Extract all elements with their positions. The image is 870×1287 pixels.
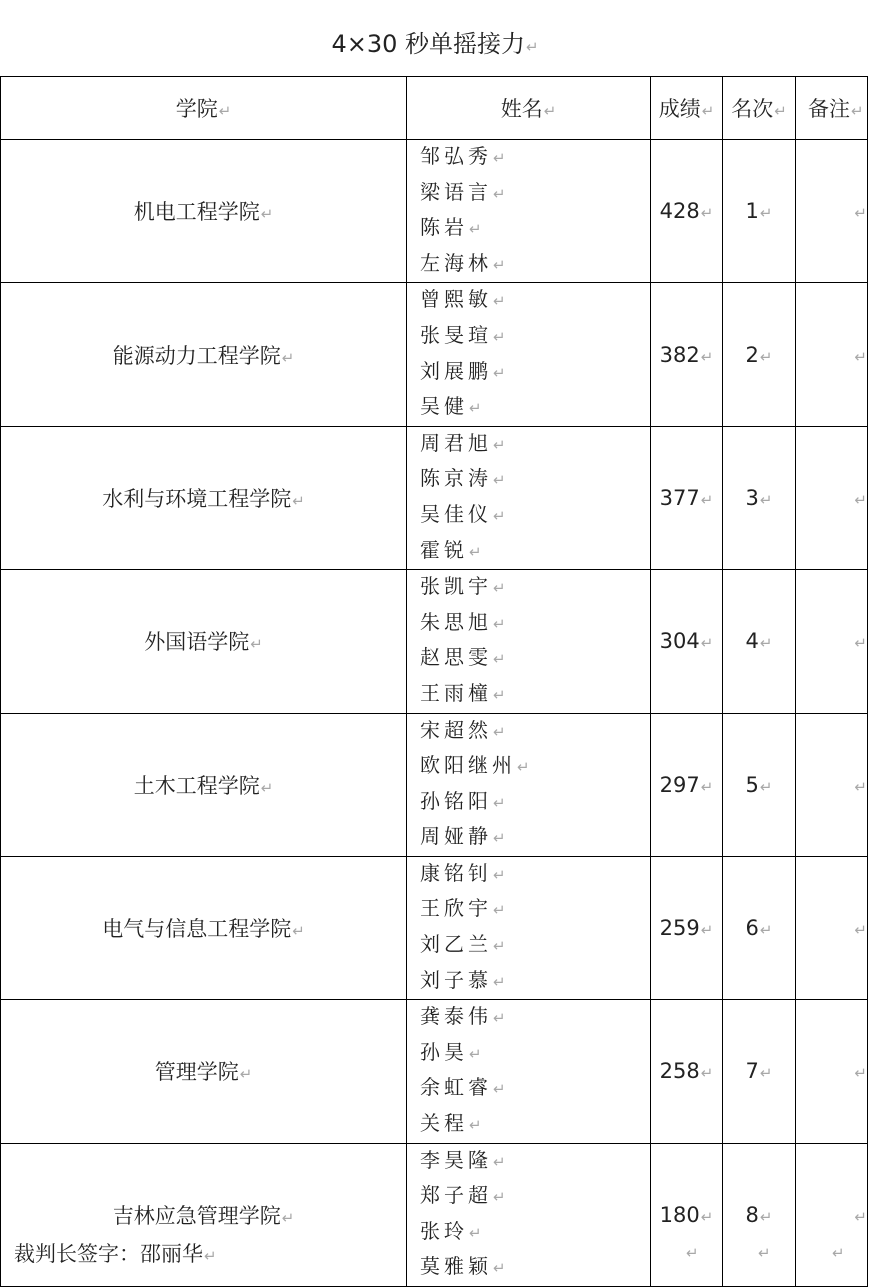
member-name: 刘展鹏↵ [420, 358, 506, 383]
college-cell: 水利与环境工程学院↵ [1, 426, 407, 569]
paragraph-mark-icon: ↵ [493, 901, 506, 920]
member-name: 朱思旭↵ [420, 609, 506, 634]
paragraph-mark-icon: ↵ [759, 204, 773, 223]
member-name: 孙昊↵ [420, 1039, 482, 1064]
paragraph-mark-icon: ↵ [700, 634, 714, 653]
paragraph-mark-icon: ↵ [700, 1207, 714, 1226]
paragraph-mark-icon: ↵ [759, 1207, 773, 1226]
member-name: 刘乙兰↵ [420, 932, 506, 957]
header-note: 备注↵ [796, 77, 868, 140]
note-cell [796, 140, 868, 283]
table-row [1, 856, 868, 999]
paragraph-mark-icon: ↵ [854, 777, 867, 796]
header-rank: 名次↵ [723, 77, 796, 140]
paragraph-mark-icon: ↵ [700, 204, 714, 223]
table-row [1, 140, 868, 283]
member-name: 周娅静↵ [420, 824, 506, 849]
note-cell [796, 713, 868, 856]
footer [0, 1238, 870, 1268]
paragraph-mark-icon: ↵ [759, 490, 773, 509]
member-name: 王欣宇↵ [420, 896, 506, 921]
names-cell [407, 140, 651, 283]
paragraph-mark-icon: ↵ [700, 490, 714, 509]
paragraph-mark-icon: ↵ [854, 634, 867, 653]
paragraph-mark-icon: ↵ [493, 865, 506, 884]
paragraph-mark-icon: ↵ [493, 650, 506, 669]
member-name: 左海林↵ [420, 250, 506, 275]
paragraph-mark-icon: ↵ [469, 399, 482, 418]
member-name: 龚泰伟↵ [420, 1004, 506, 1029]
paragraph-mark-icon: ↵ [525, 38, 539, 56]
score-cell: 428↵ [651, 140, 723, 283]
member-name: 李昊隆↵ [420, 1147, 506, 1172]
college-cell: 管理学院↵ [1, 1000, 407, 1143]
college-cell: 吉林应急管理学院↵ [1, 1143, 407, 1286]
paragraph-mark-icon: ↵ [469, 1223, 482, 1242]
rank-cell: 7↵ [723, 1000, 796, 1143]
paragraph-mark-icon: ↵ [493, 292, 506, 311]
paragraph-mark-icon: ↵ [700, 921, 714, 940]
member-name: 陈岩↵ [420, 215, 482, 240]
names-cell [407, 713, 651, 856]
score-cell: 377↵ [651, 426, 723, 569]
member-name: 关程↵ [420, 1111, 482, 1136]
paragraph-mark-icon: ↵ [292, 922, 305, 941]
document-title [0, 26, 870, 65]
member-name: 刘子慕↵ [420, 967, 506, 992]
paragraph-mark-icon: ↵ [281, 1208, 295, 1227]
member-name: 张旻瑄↵ [420, 322, 506, 347]
paragraph-mark-icon: ↵ [700, 1064, 714, 1083]
score-cell: 180↵ [651, 1143, 723, 1286]
paragraph-mark-icon: ↵ [493, 1009, 506, 1028]
paragraph-mark-icon: ↵ [493, 327, 506, 346]
paragraph-mark-icon: ↵ [854, 921, 867, 940]
paragraph-mark-icon: ↵ [854, 490, 867, 509]
rank-cell: 2↵ [723, 283, 796, 426]
paragraph-mark-icon: ↵ [239, 1065, 253, 1084]
member-name: 孙铭阳↵ [420, 788, 506, 813]
member-name: 吴佳仪↵ [420, 501, 506, 526]
score-cell: 297↵ [651, 713, 723, 856]
title-text: 4×30 秒单摇接力 [331, 30, 525, 58]
paragraph-mark-icon: ↵ [543, 102, 557, 120]
paragraph-mark-icon: ↵ [250, 635, 263, 654]
paragraph-mark-icon: ↵ [493, 471, 506, 490]
rank-cell: 4↵ [723, 570, 796, 713]
member-name: 张凯宇↵ [420, 574, 506, 599]
header-row [1, 77, 868, 140]
member-name: 赵思雯↵ [420, 645, 506, 670]
paragraph-mark-icon: ↵ [493, 184, 506, 203]
paragraph-mark-icon: ↵ [759, 777, 773, 796]
rank-cell: 3↵ [723, 426, 796, 569]
member-name: 吴健↵ [420, 394, 482, 419]
paragraph-mark-icon: ↵ [493, 685, 506, 704]
paragraph-mark-icon: ↵ [493, 829, 506, 848]
paragraph-mark-icon: ↵ [493, 1188, 506, 1207]
paragraph-mark-icon: ↵ [493, 1152, 506, 1171]
header-score: 成绩↵ [651, 77, 723, 140]
paragraph-mark-icon: ↵ [759, 1064, 773, 1083]
paragraph-mark-icon: ↵ [493, 579, 506, 598]
paragraph-mark-icon: ↵ [281, 348, 295, 367]
paragraph-mark-icon: ↵ [700, 347, 714, 366]
college-cell: 土木工程学院↵ [1, 713, 407, 856]
paragraph-mark-icon: ↵ [854, 1064, 867, 1083]
header-names: 姓名↵ [407, 77, 651, 140]
note-cell [796, 426, 868, 569]
member-name: 周君旭↵ [420, 430, 506, 455]
paragraph-mark-icon: ↵ [493, 1259, 506, 1278]
paragraph-mark-icon: ↵ [204, 1247, 217, 1265]
member-name: 王雨橦↵ [420, 680, 506, 705]
table-row [1, 570, 868, 713]
paragraph-mark-icon: ↵ [469, 220, 482, 239]
paragraph-mark-icon: ↵ [759, 347, 773, 366]
header-college: 学院↵ [1, 77, 407, 140]
table-row [1, 283, 868, 426]
member-name: 梁语言↵ [420, 179, 506, 204]
rank-cell: 8↵ [723, 1143, 796, 1286]
rank-cell: 1↵ [723, 140, 796, 283]
member-name: 余虹睿↵ [420, 1075, 506, 1100]
paragraph-mark-icon: ↵ [854, 347, 867, 366]
paragraph-mark-icon: ↵ [854, 1207, 867, 1226]
member-name: 宋超然↵ [420, 717, 506, 742]
member-name: 曾熙敏↵ [420, 287, 506, 312]
paragraph-mark-icon: ↵ [260, 778, 274, 797]
member-name: 郑子超↵ [420, 1183, 506, 1208]
rank-cell: 5↵ [723, 713, 796, 856]
note-cell [796, 283, 868, 426]
college-cell: 能源动力工程学院↵ [1, 283, 407, 426]
paragraph-mark-icon: ↵ [700, 777, 714, 796]
table-row [1, 1000, 868, 1143]
names-cell [407, 856, 651, 999]
note-cell [796, 1000, 868, 1143]
member-name: 邹弘秀↵ [420, 144, 506, 168]
table-row [1, 426, 868, 569]
paragraph-mark-icon: ↵ [493, 937, 506, 956]
paragraph-mark-icon: ↵ [493, 722, 506, 741]
paragraph-mark-icon: ↵ [493, 506, 506, 525]
paragraph-mark-icon: ↵ [493, 363, 506, 382]
member-name: 欧阳继州↵ [420, 753, 530, 778]
note-cell [796, 856, 868, 999]
table-body [1, 140, 868, 1287]
paragraph-mark-icon: ↵ [292, 491, 305, 510]
paragraph-mark-icon: ↵ [493, 793, 506, 812]
member-name: 张玲↵ [420, 1218, 482, 1243]
paragraph-mark-icon: ↵ [260, 205, 274, 224]
names-cell [407, 426, 651, 569]
paragraph-mark-icon: ↵ [701, 102, 715, 120]
note-cell [796, 570, 868, 713]
paragraph-mark-icon: ↵ [517, 758, 530, 777]
names-cell [407, 1000, 651, 1143]
paragraph-mark-icon: ↵ [774, 102, 787, 120]
paragraph-mark-icon: ↵ [851, 102, 864, 120]
paragraph-mark-icon: ↵ [218, 102, 232, 120]
paragraph-mark-icon: ↵ [759, 921, 773, 940]
paragraph-mark-icon: ↵ [493, 435, 506, 454]
paragraph-mark-icon: ↵ [832, 1244, 845, 1262]
college-cell: 机电工程学院↵ [1, 140, 407, 283]
member-name: 莫雅颖↵ [420, 1254, 506, 1279]
paragraph-mark-icon: ↵ [759, 634, 773, 653]
score-cell: 382↵ [651, 283, 723, 426]
college-cell: 外国语学院↵ [1, 570, 407, 713]
paragraph-mark-icon: ↵ [493, 149, 506, 167]
paragraph-mark-icon: ↵ [493, 614, 506, 633]
paragraph-mark-icon: ↵ [493, 972, 506, 991]
score-cell: 259↵ [651, 856, 723, 999]
college-cell: 电气与信息工程学院↵ [1, 856, 407, 999]
paragraph-mark-icon: ↵ [686, 1244, 699, 1262]
results-table [0, 76, 868, 1287]
paragraph-mark-icon: ↵ [854, 204, 867, 223]
names-cell [407, 570, 651, 713]
paragraph-mark-icon: ↵ [493, 1080, 506, 1099]
member-name: 陈京涛↵ [420, 466, 506, 491]
score-cell: 304↵ [651, 570, 723, 713]
paragraph-mark-icon: ↵ [469, 1044, 482, 1063]
paragraph-mark-icon: ↵ [758, 1244, 771, 1262]
member-name: 霍锐↵ [420, 537, 482, 562]
rank-cell: 6↵ [723, 856, 796, 999]
paragraph-mark-icon: ↵ [469, 542, 482, 561]
referee-signature: 裁判长签字：邵丽华↵ [14, 1242, 217, 1266]
member-name: 康铭钊↵ [420, 860, 506, 885]
paragraph-mark-icon: ↵ [469, 1116, 482, 1135]
paragraph-mark-icon: ↵ [493, 255, 506, 274]
score-cell: 258↵ [651, 1000, 723, 1143]
names-cell [407, 283, 651, 426]
table-row [1, 713, 868, 856]
